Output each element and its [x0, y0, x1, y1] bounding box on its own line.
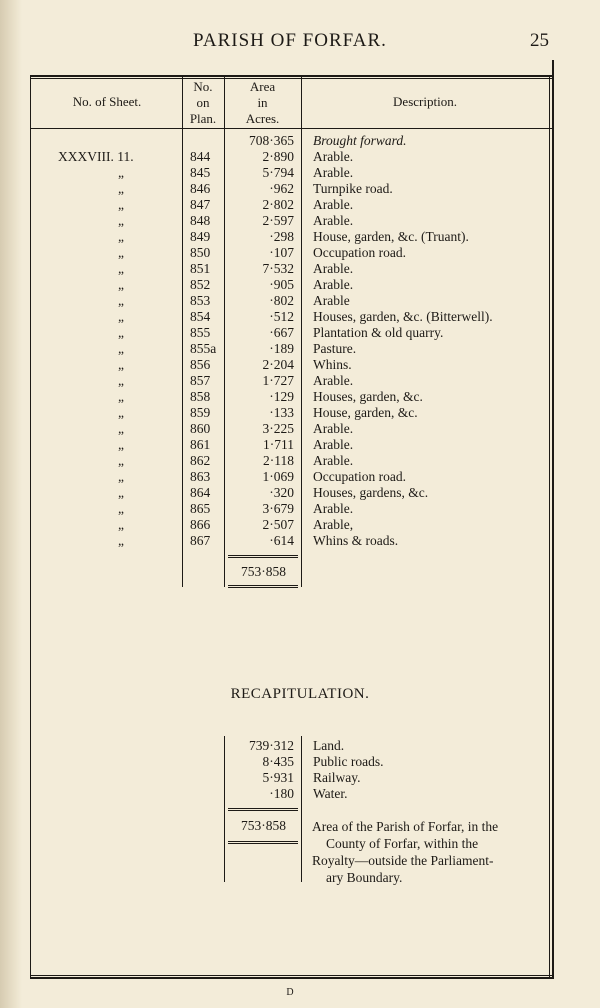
area-cell: 2·507: [262, 517, 294, 532]
plan-cell: 857: [190, 373, 211, 388]
area-cell: 1·727: [262, 373, 294, 388]
description-cell: Arable.: [313, 501, 354, 516]
recap-area-railway: 5·931: [262, 770, 294, 785]
recap-total-rule-bottom: [228, 841, 298, 842]
recap-area-water: ·180: [269, 786, 294, 801]
signature-mark: D: [286, 987, 294, 998]
table-row: [0, 245, 600, 261]
area-cell: ·962: [269, 181, 294, 196]
area-cell: 2·118: [263, 453, 294, 468]
sheet-cell: „: [118, 389, 124, 404]
table-row: [0, 501, 600, 517]
plan-cell: 848: [190, 213, 211, 228]
plan-cell: 855a: [190, 341, 217, 356]
description-cell: Houses, garden, &c. (Bitterwell).: [313, 309, 493, 324]
table-row: [0, 213, 600, 229]
plan-cell: 863: [190, 469, 211, 484]
area-cell: ·905: [269, 277, 294, 292]
plan-cell: 850: [190, 245, 211, 260]
recap-description-line3: Royalty—outside the Parliament-: [312, 853, 494, 868]
sheet-cell: „: [118, 293, 124, 308]
area-cell: 7·532: [262, 261, 294, 276]
recap-divider-left: [224, 736, 225, 882]
sheet-cell: „: [118, 357, 124, 372]
description-cell: House, garden, &c.: [313, 405, 418, 420]
plan-cell: 865: [190, 501, 211, 516]
area-cell: ·512: [269, 309, 294, 324]
table-row: [0, 325, 600, 341]
sheet-cell: „: [118, 437, 124, 452]
table-row: [0, 165, 600, 181]
plan-cell: 851: [190, 261, 211, 276]
sheet-cell: „: [118, 485, 124, 500]
header-bottom-rule: [30, 128, 552, 129]
recap-area-land: 739·312: [249, 738, 294, 753]
recap-label-land: Land.: [313, 738, 345, 753]
sheet-cell: „: [118, 213, 124, 228]
sheet-cell: „: [118, 245, 124, 260]
sheet-cell: „: [118, 501, 124, 516]
plan-cell: 862: [190, 453, 211, 468]
recap-divider-right: [301, 736, 302, 882]
table-top-rule: [30, 75, 552, 77]
sheet-cell: „: [118, 469, 124, 484]
total-row: [0, 564, 600, 580]
table-row: [0, 517, 600, 533]
table-row: [0, 469, 600, 485]
sheet-cell: „: [118, 229, 124, 244]
description-cell: Arable.: [313, 437, 354, 452]
area-cell: ·614: [269, 533, 294, 548]
plan-cell: 856: [190, 357, 211, 372]
description-cell: Arable.: [313, 277, 354, 292]
table-row: [0, 261, 600, 277]
column-header-plan-line3: Plan.: [189, 111, 217, 126]
sheet-cell: „: [118, 421, 124, 436]
table-row: [0, 421, 600, 437]
total-rule-bottom: [228, 585, 298, 586]
sheet-cell: „: [118, 373, 124, 388]
description-cell: Arable.: [313, 197, 354, 212]
table-bottom-rule: [30, 975, 552, 976]
area-cell: ·133: [269, 405, 294, 420]
area-cell: ·667: [269, 325, 294, 340]
recap-label-railway: Railway.: [313, 770, 361, 785]
plan-cell: 860: [190, 421, 211, 436]
description-cell: Arable.: [313, 421, 354, 436]
table-row: [0, 405, 600, 421]
area-cell: 5·794: [262, 165, 294, 180]
column-header-area-line3: Acres.: [245, 111, 280, 126]
description-cell: Occupation road.: [313, 469, 406, 484]
column-header-plan-line2: on: [196, 95, 210, 110]
recap-label-water: Water.: [313, 786, 348, 801]
recap-total-area: 753·858: [241, 818, 286, 833]
plan-cell: 845: [190, 165, 211, 180]
description-cell: Whins.: [313, 357, 352, 372]
brought-forward-label: Brought forward.: [313, 133, 407, 148]
recap-description: [312, 818, 542, 886]
sheet-cell: „: [118, 277, 124, 292]
brought-forward-row: [0, 133, 600, 149]
description-cell: Arable.: [313, 373, 354, 388]
area-cell: ·298: [269, 229, 294, 244]
sheet-cell: „: [118, 325, 124, 340]
area-cell: 2·890: [262, 149, 294, 164]
recap-description-line2: County of Forfar, within the: [326, 836, 479, 851]
recap-description-line1: Area of the Parish of Forfar, in the: [312, 819, 499, 834]
description-cell: Arable.: [313, 213, 354, 228]
area-cell: 1·711: [263, 437, 294, 452]
plan-cell: 867: [190, 533, 211, 548]
description-cell: Arable.: [313, 165, 354, 180]
column-header-plan-line1: No.: [193, 79, 213, 94]
sheet-cell: „: [118, 165, 124, 180]
table-row: [0, 357, 600, 373]
plan-cell: 844: [190, 149, 211, 164]
area-cell: 3·225: [262, 421, 294, 436]
description-cell: Houses, garden, &c.: [313, 389, 423, 404]
column-header-area: [224, 79, 301, 127]
area-cell: 2·802: [262, 197, 294, 212]
page-number: 25: [530, 30, 549, 51]
brought-forward-area: 708·365: [249, 133, 294, 148]
sheet-cell: „: [118, 309, 124, 324]
plan-cell: 853: [190, 293, 211, 308]
area-cell: ·129: [269, 389, 294, 404]
table-row: [0, 453, 600, 469]
column-header-sheet: No. of Sheet.: [72, 94, 142, 109]
table-row: [0, 485, 600, 501]
table-row: [0, 277, 600, 293]
plan-cell: 854: [190, 309, 211, 324]
table-row: [0, 197, 600, 213]
column-header-area-line2: in: [257, 95, 268, 110]
recap-label-roads: Public roads.: [313, 754, 384, 769]
table-row: [0, 437, 600, 453]
table-row: [0, 229, 600, 245]
description-cell: Arable.: [313, 453, 354, 468]
area-cell: ·320: [269, 485, 294, 500]
plan-cell: 866: [190, 517, 211, 532]
description-cell: Whins & roads.: [313, 533, 399, 548]
area-cell: ·189: [269, 341, 294, 356]
plan-cell: 858: [190, 389, 211, 404]
column-header-description: Description.: [393, 94, 457, 109]
description-cell: Arable,: [313, 517, 354, 532]
description-cell: Arable: [313, 293, 350, 308]
plan-cell: 852: [190, 277, 211, 292]
total-rule-bottom-2: [228, 587, 298, 588]
total-area: 753·858: [241, 564, 286, 579]
table-bottom-rule-outer: [30, 977, 554, 979]
table-row: [0, 181, 600, 197]
area-cell: 3·679: [262, 501, 294, 516]
area-cell: ·802: [269, 293, 294, 308]
recap-total-rule-bottom-2: [228, 843, 298, 844]
sheet-cell: „: [118, 517, 124, 532]
table-row: [0, 373, 600, 389]
sheet-cell: „: [118, 197, 124, 212]
column-header-area-line1: Area: [249, 79, 276, 94]
plan-cell: 864: [190, 485, 211, 500]
table-row: [0, 309, 600, 325]
description-cell: Arable.: [313, 261, 354, 276]
recap-area-roads: 8·435: [262, 754, 294, 769]
total-rule-top: [228, 555, 298, 556]
recap-total-rule-top: [228, 808, 298, 809]
table-row: [0, 389, 600, 405]
table-row: [0, 149, 600, 165]
table-row: [0, 341, 600, 357]
page-title: PARISH OF FORFAR.: [193, 30, 387, 51]
total-rule-top-2: [228, 557, 298, 558]
description-cell: Houses, gardens, &c.: [313, 485, 429, 500]
plan-cell: 859: [190, 405, 211, 420]
sheet-cell: „: [118, 261, 124, 276]
area-cell: 2·597: [262, 213, 294, 228]
plan-cell: 847: [190, 197, 211, 212]
description-cell: Arable.: [313, 149, 354, 164]
plan-cell: 846: [190, 181, 211, 196]
sheet-cell: XXXVIII. 11.: [58, 149, 134, 164]
sheet-cell: „: [118, 453, 124, 468]
sheet-cell: „: [118, 181, 124, 196]
plan-cell: 861: [190, 437, 211, 452]
sheet-cell: „: [118, 341, 124, 356]
area-cell: 1·069: [262, 469, 294, 484]
description-cell: Plantation & old quarry.: [313, 325, 444, 340]
description-cell: Occupation road.: [313, 245, 406, 260]
description-cell: Turnpike road.: [313, 181, 393, 196]
description-cell: House, garden, &c. (Truant).: [313, 229, 469, 244]
area-cell: 2·204: [262, 357, 294, 372]
recap-total-rule-top-2: [228, 810, 298, 811]
description-cell: Pasture.: [313, 341, 357, 356]
table-row: [0, 293, 600, 309]
recap-description-line4: ary Boundary.: [326, 870, 403, 885]
area-cell: ·107: [269, 245, 294, 260]
sheet-cell: „: [118, 533, 124, 548]
column-header-plan: [182, 79, 224, 127]
sheet-cell: „: [118, 405, 124, 420]
table-row: [0, 533, 600, 549]
plan-cell: 855: [190, 325, 211, 340]
recapitulation-title: RECAPITULATION.: [230, 686, 370, 702]
plan-cell: 849: [190, 229, 211, 244]
